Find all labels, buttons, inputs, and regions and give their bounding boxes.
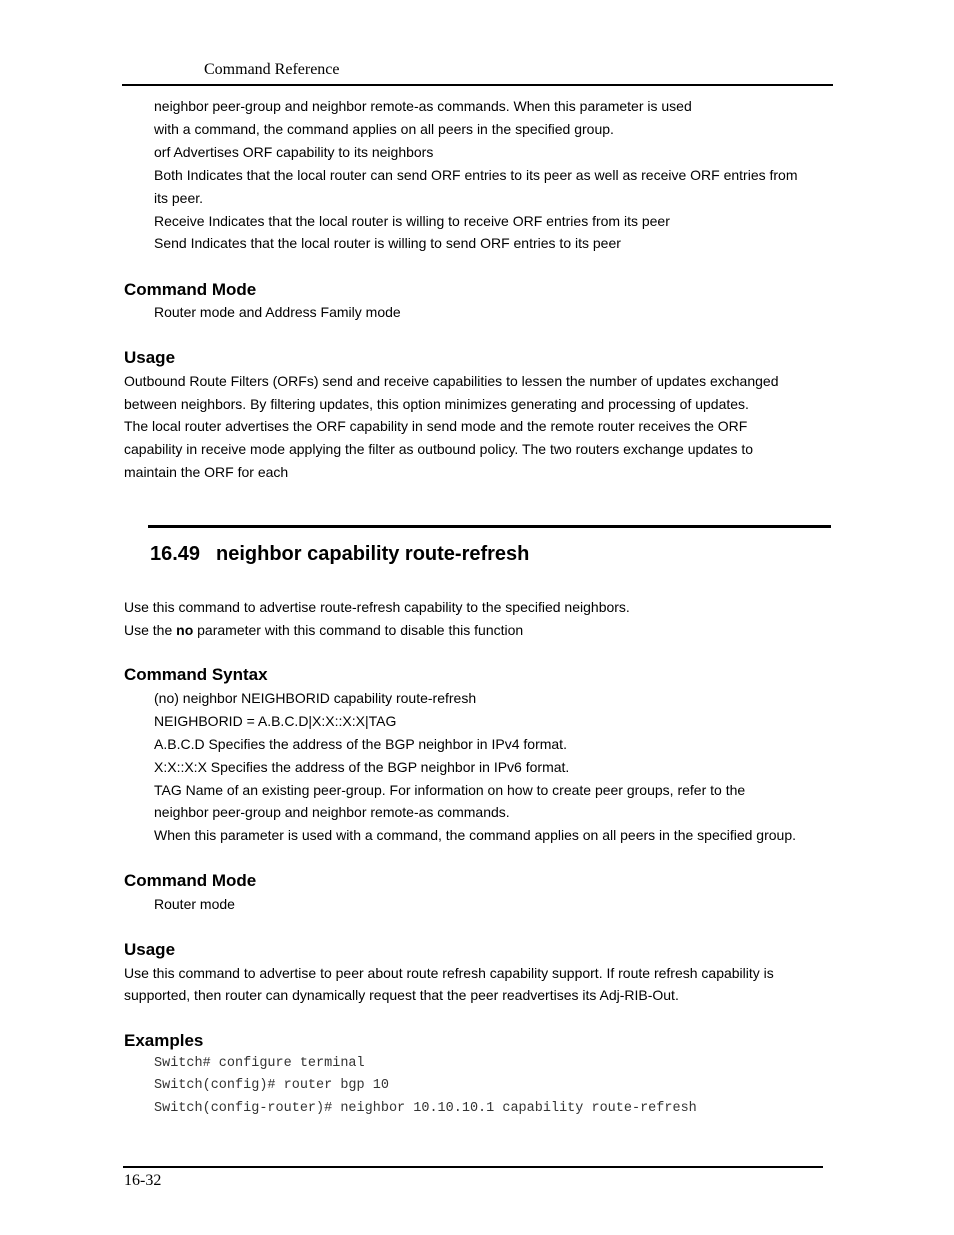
intro-text: parameter with this command to disable this function [193, 622, 524, 638]
syntax-line: A.B.C.D Specifies the address of the BGP neighbor in IPv4 format. [154, 736, 567, 752]
syntax-line: NEIGHBORID = A.B.C.D|X:X::X:X|TAG [154, 713, 397, 729]
usage-heading: Usage [124, 348, 176, 367]
body-line: neighbor peer-group and neighbor remote-as commands. When this parameter is used [154, 98, 692, 114]
section-rule [148, 525, 831, 528]
usage-line: maintain the ORF for each [124, 464, 289, 480]
section-number: 16.49 [150, 543, 201, 565]
code-line: Switch(config-router)# neighbor 10.10.10.1 capability route-refresh [154, 1101, 697, 1116]
usage-line: Use this command to advertise to peer about route refresh capability support. If route refresh capability is [124, 965, 774, 981]
code-line: Switch# configure terminal [154, 1056, 365, 1071]
body-line: orf Advertises ORF capability to its neighbors [154, 144, 434, 160]
body-line: Receive Indicates that the local router is willing to receive ORF entries from its peer [154, 213, 670, 229]
usage-line: capability in receive mode applying the filter as outbound policy. The two routers exchange updates to [124, 441, 754, 457]
command-mode-text: Router mode and Address Family mode [154, 304, 401, 320]
body-line: Both Indicates that the local router can send ORF entries to its peer as well as receive ORF entries from [154, 167, 798, 183]
usage-heading: Usage [124, 940, 176, 959]
intro-text: Use the [124, 622, 177, 638]
usage-line: supported, then router can dynamically request that the peer readvertises its Adj-RIB-Out. [124, 987, 679, 1003]
syntax-line: X:X::X:X Specifies the address of the BGP neighbor in IPv6 format. [154, 759, 570, 775]
intro-line: Use this command to advertise route-refresh capability to the specified neighbors. [124, 599, 630, 615]
syntax-line: TAG Name of an existing peer-group. For information on how to create peer groups, refer to the [154, 782, 746, 798]
usage-line: The local router advertises the ORF capability in send mode and the remote router receives the ORF [124, 418, 748, 434]
command-mode-heading: Command Mode [124, 871, 257, 890]
syntax-line: neighbor peer-group and neighbor remote-as commands. [154, 804, 510, 820]
page-number: 16-32 [124, 1172, 162, 1189]
command-mode-heading: Command Mode [124, 280, 257, 299]
syntax-line: (no) neighbor NEIGHBORID capability route-refresh [154, 690, 477, 706]
command-syntax-heading: Command Syntax [124, 665, 268, 684]
command-mode-text: Router mode [154, 896, 235, 912]
running-header: Command Reference [204, 61, 340, 78]
usage-line: between neighbors. By filtering updates, this option minimizes generating and processing of updates. [124, 396, 749, 412]
body-line: its peer. [154, 190, 204, 206]
section-title: neighbor capability route-refresh [216, 543, 530, 565]
usage-line: Outbound Route Filters (ORFs) send and receive capabilities to lessen the number of updates exchanged [124, 373, 779, 389]
body-line: with a command, the command applies on all peers in the specified group. [154, 121, 614, 137]
body-line: Send Indicates that the local router is willing to send ORF entries to its peer [154, 235, 621, 251]
intro-line [124, 621, 523, 639]
footer-rule [123, 1166, 823, 1168]
no-keyword: no [176, 622, 194, 638]
examples-heading: Examples [124, 1031, 204, 1050]
syntax-line: When this parameter is used with a command, the command applies on all peers in the specified group. [154, 827, 797, 843]
code-line: Switch(config)# router bgp 10 [154, 1078, 389, 1093]
header-rule [122, 84, 833, 86]
